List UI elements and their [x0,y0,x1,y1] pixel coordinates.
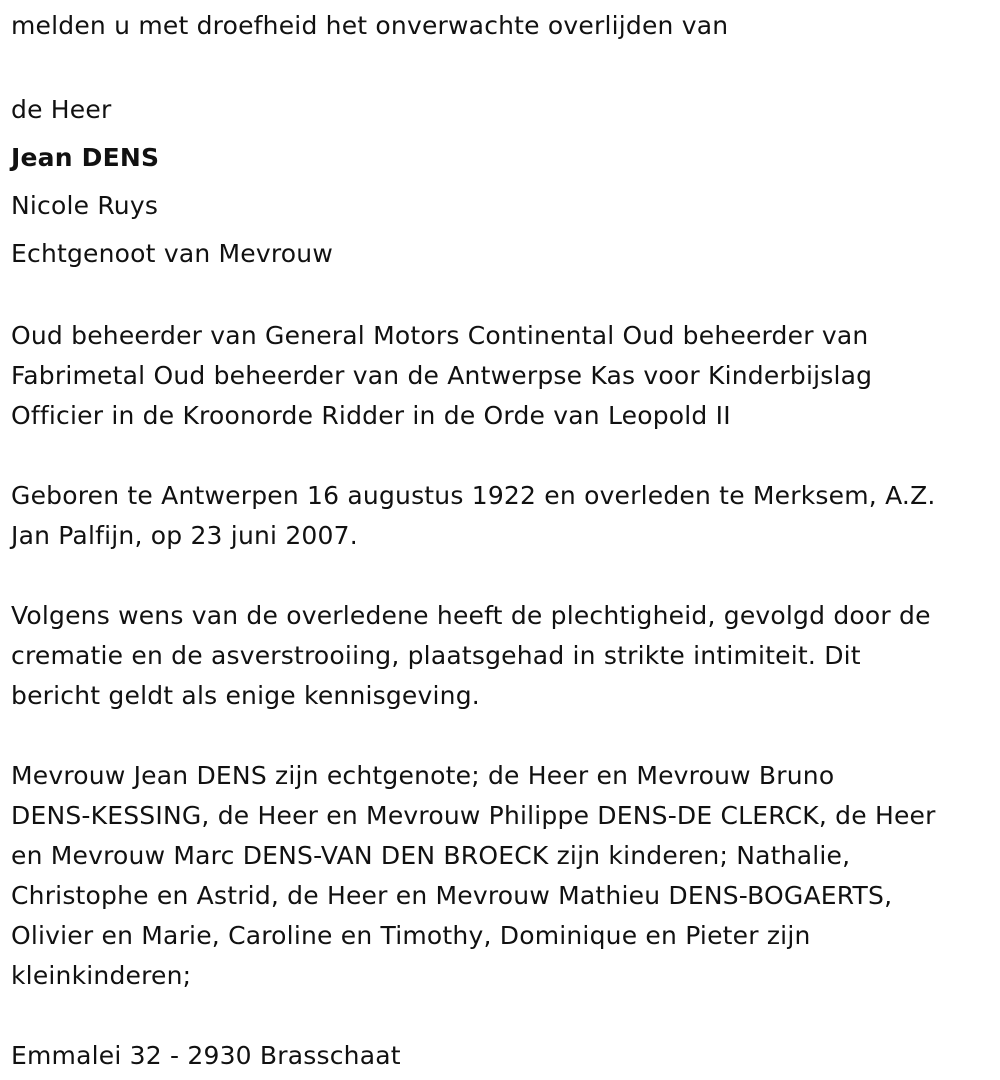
family-line: DENS-KESSING, de Heer en Mevrouw Philippe DENS-DE CLERCK, de Heer [11,801,936,830]
titles-paragraph [11,316,986,436]
spacer [11,556,986,596]
spacer [11,46,986,86]
spacer [11,278,986,316]
family-line: Mevrouw Jean DENS zijn echtgenote; de Heer en Mevrouw Bruno [11,761,835,790]
relation-text: Echtgenoot van Mevrouw [11,239,333,268]
birth-death-line: Geboren te Antwerpen 16 augustus 1922 en overleden te Merksem, A.Z. [11,481,936,510]
partner-name: Nicole Ruys [11,191,159,220]
spacer [11,996,986,1036]
deceased-name: Jean DENS [11,143,160,172]
honorific: de Heer [11,95,112,124]
birth-death-paragraph [11,476,986,556]
family-line: Olivier en Marie, Caroline en Timothy, Dominique en Pieter zijn [11,921,811,950]
intro-text: melden u met droefheid het onverwachte overlijden van [11,11,729,40]
ceremony-paragraph [11,596,986,716]
family-line: kleinkinderen; [11,961,192,990]
family-line: Christophe en Astrid, de Heer en Mevrouw Mathieu DENS-BOGAERTS, [11,881,893,910]
titles-line: Fabrimetal Oud beheerder van de Antwerpse Kas voor Kinderbijslag [11,361,873,390]
obituary-document [11,0,986,1076]
family-line: en Mevrouw Marc DENS-VAN DEN BROECK zijn kinderen; Nathalie, [11,841,851,870]
spacer [11,436,986,476]
titles-line: Oud beheerder van General Motors Continental Oud beheerder van [11,321,869,350]
ceremony-line: crematie en de asverstrooiing, plaatsgehad in strikte intimiteit. Dit [11,641,861,670]
birth-death-line: Jan Palfijn, op 23 juni 2007. [11,521,358,550]
ceremony-line: bericht geldt als enige kennisgeving. [11,681,480,710]
titles-line: Officier in de Kroonorde Ridder in de Orde van Leopold II [11,401,731,430]
ceremony-line: Volgens wens van de overledene heeft de plechtigheid, gevolgd door de [11,601,931,630]
address: Emmalei 32 - 2930 Brasschaat [11,1041,401,1070]
family-paragraph [11,756,986,996]
spacer [11,716,986,756]
